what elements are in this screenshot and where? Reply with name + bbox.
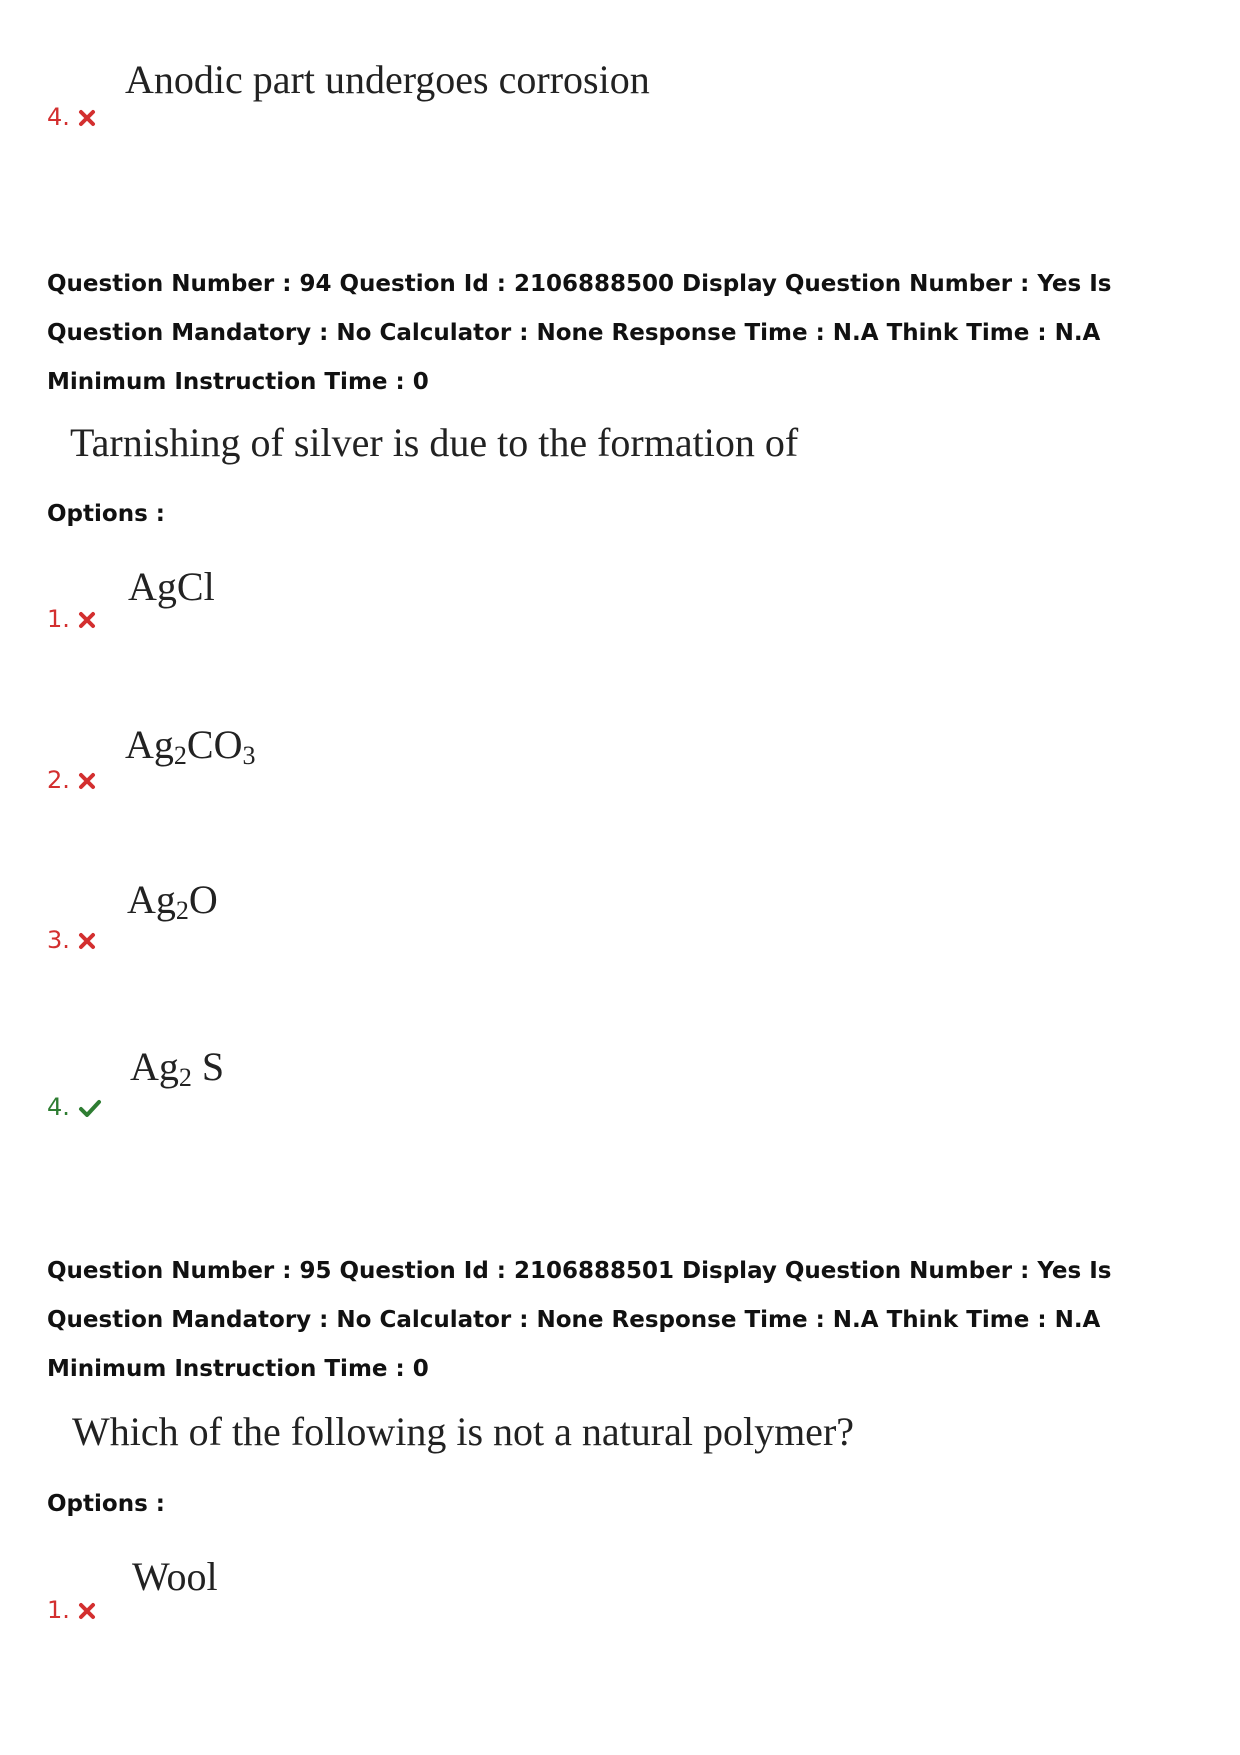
q94-option-2-number: 2.: [47, 766, 96, 794]
cross-icon: [78, 1602, 96, 1620]
q95-question-text: Which of the following is not a natural polymer?: [72, 1409, 855, 1454]
q95-meta: Question Number : 95 Question Id : 2106888501 Display Question Number : Yes Is Question Mandatory : No Calculator : None Response Time : N.A Think Time : N.A Minimum Instruction Time : 0: [47, 1258, 1112, 1382]
q95-option-1-number: 1.: [47, 1596, 96, 1624]
q94-option-2-text: $Ag_2CO_3$: [125, 722, 256, 770]
cross-icon: [78, 772, 96, 790]
q94-options-label: Options :: [47, 501, 165, 527]
check-icon: [78, 1099, 102, 1117]
q94-option-3-text: $Ag_2O$: [127, 877, 218, 925]
cross-icon: [78, 932, 96, 950]
cross-icon: [78, 611, 96, 629]
q95-option-1-text: Wool: [132, 1554, 218, 1599]
q94-option-1-text: AgCl: [128, 564, 215, 609]
q94-option-3-number: 3.: [47, 926, 96, 954]
q95-options-label: Options :: [47, 1491, 165, 1517]
q94-question-text: Tarnishing of silver is due to the formation of: [70, 420, 799, 465]
q94-option-4-number: 4.: [47, 1093, 102, 1121]
prev-option-4-number: 4.: [47, 103, 96, 131]
q94-meta: Question Number : 94 Question Id : 2106888500 Display Question Number : Yes Is Question Mandatory : No Calculator : None Response Time : N.A Think Time : N.A Minimum Instruction Time : 0: [47, 271, 1112, 395]
q94-option-4-text: $Ag_2$ S: [130, 1044, 225, 1092]
q94-option-1-number: 1.: [47, 605, 96, 633]
prev-option-4-text: Anodic part undergoes corrosion: [125, 57, 650, 102]
cross-icon: [78, 109, 96, 127]
